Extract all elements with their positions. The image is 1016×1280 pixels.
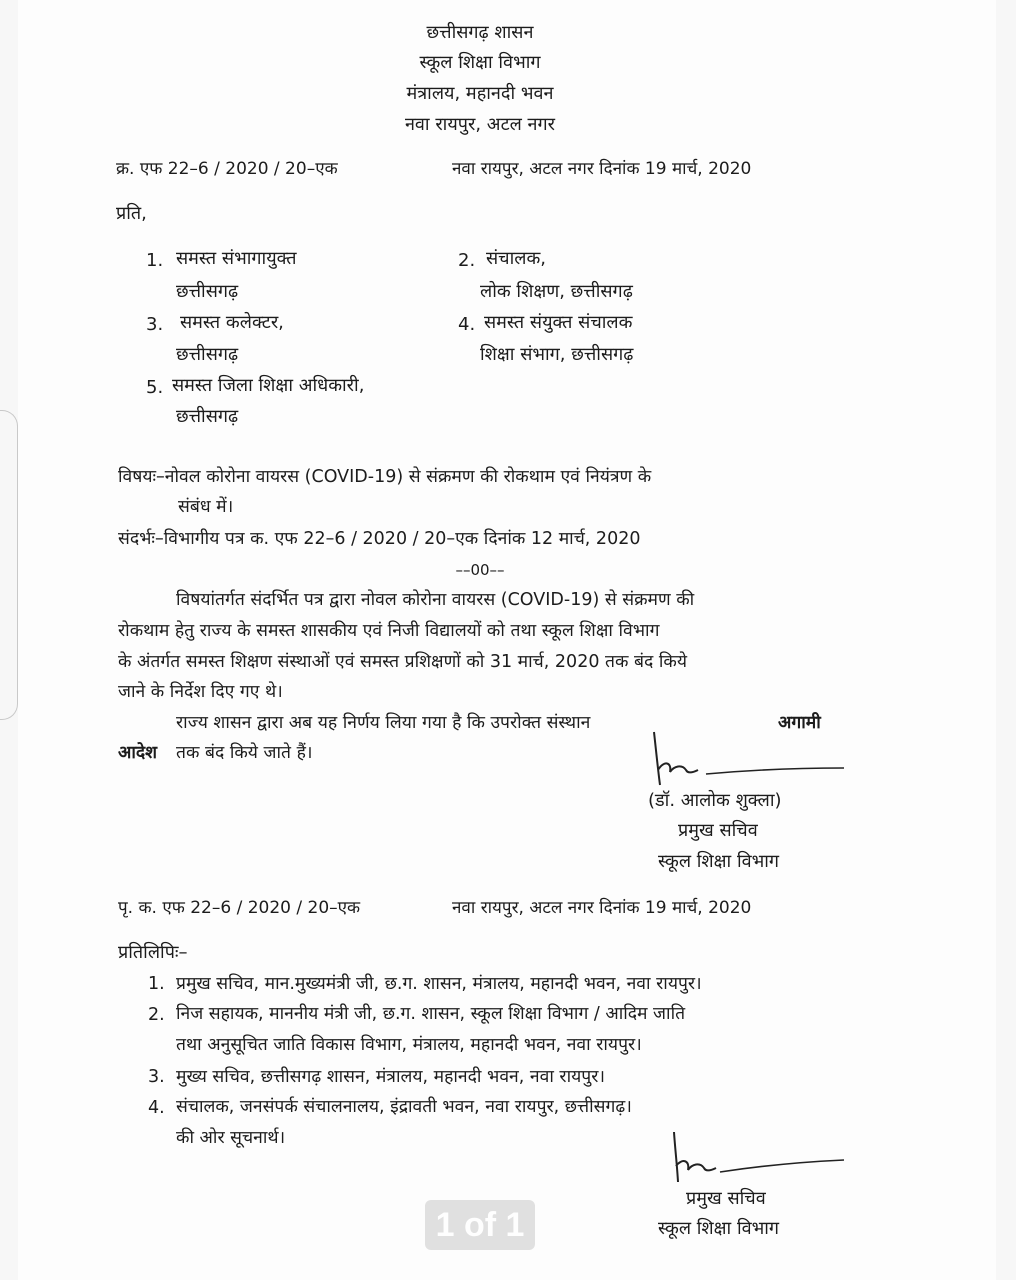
signatory2-department: स्कूल शिक्षा विभाग	[658, 1218, 780, 1239]
copy-1-num: 1.	[148, 974, 165, 994]
endorsement-place-date: नवा रायपुर, अटल नगर दिनांक 19 मार्च, 2020	[452, 898, 752, 918]
ref-place-date: नवा रायपुर, अटल नगर दिनांक 19 मार्च, 2020	[452, 159, 752, 179]
recipient-4-num: 4.	[458, 314, 476, 335]
copy-1-line1: प्रमुख सचिव, मान.मुख्यमंत्री जी, छ.ग. शासन, मंत्रालय, महानदी भवन, नवा रायपुर।	[176, 974, 702, 994]
separator: ––00––	[455, 561, 505, 579]
signatory-department: स्कूल शिक्षा विभाग	[658, 851, 780, 872]
body-p2-bold-2: आदेश	[118, 743, 158, 763]
body-p1-line1: विषयांतर्गत संदर्भित पत्र द्वारा नोवल कोरोना वायरस (COVID-19) से संक्रमण की	[176, 590, 695, 610]
scroll-edge-handle[interactable]	[0, 410, 18, 720]
header-line-3: मंत्रालय, महानदी भवन	[406, 83, 554, 104]
header-line-4: नवा रायपुर, अटल नगर	[404, 114, 556, 135]
body-p1-line4: जाने के निर्देश दिए गए थे।	[118, 682, 283, 702]
recipient-3-num: 3.	[146, 314, 164, 335]
recipient-5-line1: समस्त जिला शिक्षा अधिकारी,	[172, 375, 365, 396]
copy-3-line1: मुख्य सचिव, छत्तीसगढ़ शासन, मंत्रालय, महानदी भवन, नवा रायपुर।	[176, 1067, 606, 1087]
recipient-4-line1: समस्त संयुक्त संचालक	[484, 312, 633, 333]
copy-2-num: 2.	[148, 1005, 165, 1025]
body-p2-bold-1: अगामी	[778, 713, 821, 733]
recipient-1-num: 1.	[146, 250, 164, 271]
header-line-1: छत्तीसगढ़ शासन	[426, 22, 534, 43]
subject-line-2: संबंध में।	[178, 497, 234, 517]
signatory-designation: प्रमुख सचिव	[678, 820, 758, 841]
signatory2-designation: प्रमुख सचिव	[686, 1188, 766, 1209]
reference-line: संदर्भः–विभागीय पत्र क. एफ 22–6 / 2020 / 20–एक दिनांक 12 मार्च, 2020	[118, 529, 641, 549]
recipient-4-line2: शिक्षा संभाग, छत्तीसगढ़	[480, 344, 634, 365]
signatory-name: (डॉ. आलोक शुक्ला)	[648, 790, 782, 811]
header-line-2: स्कूल शिक्षा विभाग	[419, 52, 541, 73]
copy-2-line2: तथा अनुसूचित जाति विकास विभाग, मंत्रालय, महानदी भवन, नवा रायपुर।	[176, 1035, 642, 1055]
recipient-3-line2: छत्तीसगढ़	[176, 344, 239, 365]
body-p2-line2: तक बंद किये जाते हैं।	[176, 743, 313, 763]
recipient-1-line1: समस्त संभागायुक्त	[176, 248, 297, 269]
endorsement-number: पृ. क. एफ 22–6 / 2020 / 20–एक	[118, 898, 361, 918]
recipient-3-line1: समस्त कलेक्टर,	[180, 312, 284, 333]
recipient-2-line2: लोक शिक्षण, छत्तीसगढ़	[480, 281, 633, 302]
recipient-5-num: 5.	[146, 377, 164, 398]
copy-2-line1: निज सहायक, माननीय मंत्री जी, छ.ग. शासन, स्कूल शिक्षा विभाग / आदिम जाति	[176, 1004, 686, 1024]
body-p1-line2: रोकथाम हेतु राज्य के समस्त शासकीय एवं निजी विद्यालयों को तथा स्कूल शिक्षा विभाग	[118, 621, 660, 641]
body-p2-line1: राज्य शासन द्वारा अब यह निर्णय लिया गया है कि उपरोक्त संस्थान	[176, 713, 591, 733]
copy-label: प्रतिलिपिः–	[118, 942, 188, 963]
recipient-1-line2: छत्तीसगढ़	[176, 281, 239, 302]
copy-4-line1: संचालक, जनसंपर्क संचालनालय, इंद्रावती भवन, नवा रायपुर, छत्तीसगढ़।	[176, 1097, 632, 1117]
to-label: प्रति,	[116, 203, 147, 224]
copy-4-line2: की ओर सूचनार्थ।	[176, 1128, 286, 1148]
recipient-2-line1: संचालक,	[486, 248, 547, 269]
signature-mark-1	[640, 730, 850, 790]
recipient-2-num: 2.	[458, 250, 476, 271]
page-indicator: 1 of 1	[425, 1200, 535, 1250]
ref-number: क्र. एफ 22–6 / 2020 / 20–एक	[116, 159, 338, 179]
body-p1-line3: के अंतर्गत समस्त शिक्षण संस्थाओं एवं समस्त प्रशिक्षणों को 31 मार्च, 2020 तक बंद किये	[118, 652, 687, 672]
signature-mark-2	[660, 1130, 850, 1190]
subject-line-1: विषयः–नोवल कोरोना वायरस (COVID-19) से संक्रमण की रोकथाम एवं नियंत्रण के	[118, 467, 652, 487]
copy-3-num: 3.	[148, 1067, 165, 1087]
recipient-5-line2: छत्तीसगढ़	[176, 406, 239, 427]
copy-4-num: 4.	[148, 1098, 165, 1118]
